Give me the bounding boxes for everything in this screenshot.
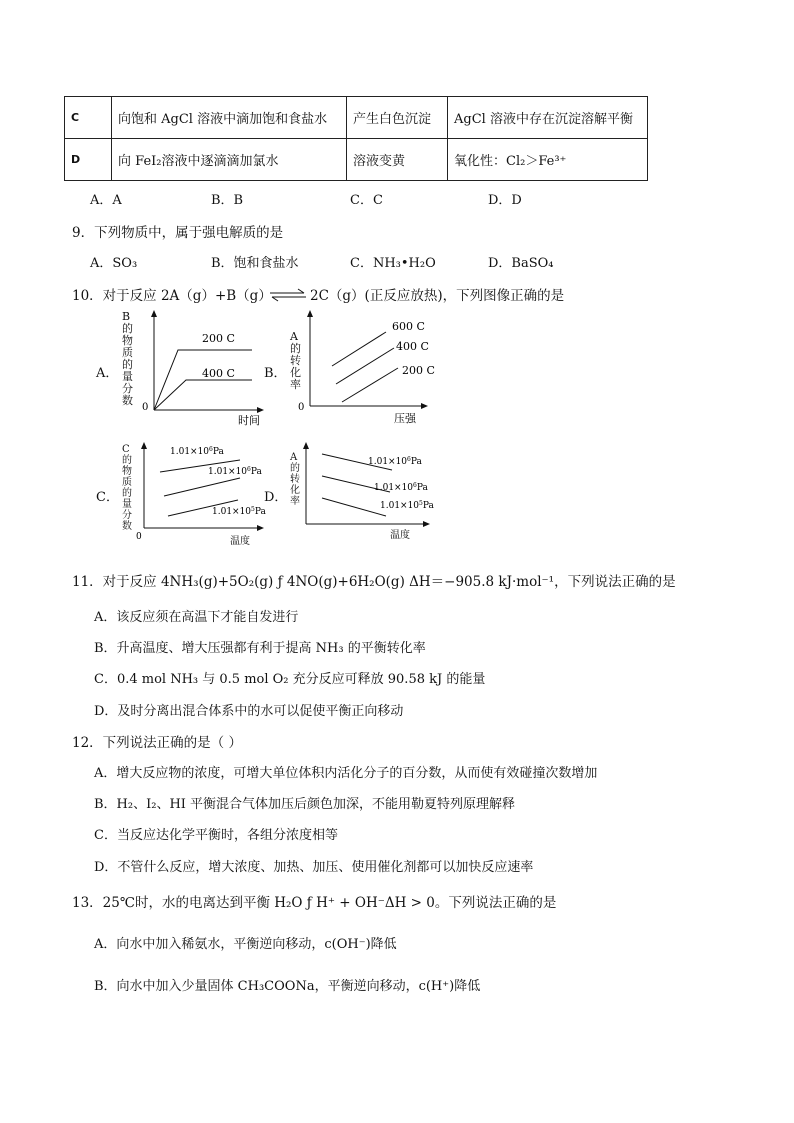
row-label: C (65, 97, 112, 139)
graph-a-curve-label-1: 200 C (202, 332, 235, 345)
svg-text:的: 的 (290, 463, 300, 474)
q9-option-b[interactable]: B．饱和食盐水 (211, 256, 299, 271)
svg-text:的: 的 (122, 322, 133, 335)
svg-text:400 C: 400 C (396, 340, 429, 353)
svg-text:转: 转 (290, 474, 300, 485)
svg-text:温度: 温度 (390, 530, 410, 541)
q13-option-b[interactable]: B．向水中加入少量固体 CH₃COONa，平衡逆向移动，c(H⁺)降低 (94, 979, 481, 994)
q11-option-d[interactable]: D．及时分离出混合体系中的水可以促使平衡正向移动 (94, 704, 404, 719)
svg-text:数: 数 (122, 521, 132, 532)
svg-text:A: A (290, 452, 298, 463)
table-row (65, 97, 648, 139)
q12-stem: 12．下列说法正确的是（ ） (72, 735, 242, 751)
svg-text:C: C (122, 444, 130, 455)
svg-text:的: 的 (122, 455, 132, 466)
svg-text:200 C: 200 C (402, 364, 435, 377)
svg-text:0: 0 (136, 532, 142, 542)
svg-text:量: 量 (122, 499, 132, 510)
svg-text:数: 数 (122, 394, 133, 407)
q8-option-c[interactable]: C．C (350, 193, 383, 208)
graph-a-option[interactable]: A． (96, 366, 119, 381)
q12-option-c[interactable]: C．当反应达化学平衡时，各组分浓度相等 (94, 828, 338, 843)
q8-option-a[interactable]: A．A (90, 193, 122, 208)
phenomenon-cell: 溶液变黄 (347, 139, 448, 181)
graph-b-option[interactable]: B． (264, 366, 287, 381)
conclusion-cell: 氧化性：Cl₂＞Fe³⁺ (448, 139, 648, 181)
svg-text:量: 量 (122, 370, 133, 383)
svg-text:率: 率 (290, 496, 300, 507)
graph-d (282, 440, 442, 550)
graph-d-option[interactable]: D． (264, 490, 288, 505)
q13-option-a[interactable]: A．向水中加入稀氨水，平衡逆向移动，c(OH⁻)降低 (94, 937, 397, 952)
svg-text:压强: 压强 (394, 412, 416, 425)
q8-option-b[interactable]: B．B (211, 193, 244, 208)
graph-c-option[interactable]: C． (96, 490, 119, 505)
conclusion-cell: AgCl 溶液中存在沉淀溶解平衡 (448, 97, 648, 139)
svg-text:温度: 温度 (230, 536, 250, 547)
svg-text:0: 0 (298, 402, 305, 413)
q9-option-c[interactable]: C．NH₃•H₂O (350, 256, 436, 271)
svg-text:物: 物 (122, 334, 133, 347)
svg-text:质: 质 (122, 346, 133, 359)
svg-text:转: 转 (290, 354, 301, 367)
svg-text:的: 的 (122, 358, 133, 371)
graph-a-xlabel: 时间 (238, 414, 260, 427)
q10-stem: 10．对于反应 2A（g）+B（g） (72, 288, 272, 304)
row-label: D (65, 139, 112, 181)
q12-option-d[interactable]: D．不管什么反应，增大浓度、加热、加压、使用催化剂都可以加快反应速率 (94, 860, 534, 875)
q9-stem: 9．下列物质中，属于强电解质的是 (72, 225, 284, 241)
svg-text:1.01×106Pa: $1.01\times 10^6Pa$ (368, 456, 422, 467)
experiment-table (64, 96, 648, 181)
svg-text:质: 质 (122, 477, 132, 488)
svg-text:化: 化 (290, 366, 301, 379)
svg-text:600 C: 600 C (392, 320, 425, 333)
q12-option-a[interactable]: A．增大反应物的浓度，可增大单位体积内活化分子的百分数，从而使有效碰撞次数增加 (94, 766, 598, 781)
svg-text:物: 物 (122, 466, 132, 477)
graph-b (282, 308, 442, 428)
q10-stem-tail: 2C（g）(正反应放热)，下列图像正确的是 (310, 288, 565, 304)
svg-text:分: 分 (122, 382, 133, 395)
operation-cell: 向 FeI₂溶液中逐滴滴加氯水 (112, 139, 347, 181)
graph-b-ylabel (289, 330, 301, 391)
q11-option-a[interactable]: A．该反应须在高温下才能自发进行 (94, 610, 299, 625)
svg-text:分: 分 (122, 510, 132, 521)
q13-stem: 13．25℃时，水的电离达到平衡 H₂O ƒ H⁺ + OH⁻ΔH > 0。下列说法正确的是 (72, 895, 557, 911)
svg-text:1.01×106Pa: $1.01\times 10^6Pa$ (208, 466, 262, 477)
graph-a (112, 308, 272, 428)
q11-option-c[interactable]: C．0.4 mol NH₃ 与 0.5 mol O₂ 充分反应可释放 90.58 kJ 的能量 (94, 672, 486, 687)
q9-option-d[interactable]: D．BaSO₄ (488, 256, 554, 271)
svg-text:1.01×106Pa: $1.01\times 10^6Pa$ (374, 482, 428, 493)
graph-a-curve-2 (154, 380, 252, 410)
svg-text:B: B (122, 310, 131, 323)
svg-text:1.01×106Pa: $1.01\times 10^6Pa$ (170, 446, 224, 457)
graph-a-curve-label-2: 400 C (202, 367, 235, 380)
q12-option-b[interactable]: B．H₂、I₂、HI 平衡混合气体加压后颜色加深，不能用勒夏特列原理解释 (94, 797, 516, 812)
graph-a-origin: 0 (142, 402, 149, 413)
operation-cell: 向饱和 AgCl 溶液中滴加饱和食盐水 (112, 97, 347, 139)
q11-option-b[interactable]: B．升高温度、增大压强都有利于提高 NH₃ 的平衡转化率 (94, 641, 426, 656)
svg-text:1.01×105Pa: $1.01\times 10^5Pa$ (212, 506, 266, 517)
svg-text:率: 率 (290, 378, 301, 391)
q8-option-d[interactable]: D．D (488, 193, 522, 208)
svg-text:的: 的 (122, 488, 132, 499)
graph-a-ylabel (122, 310, 133, 407)
graph-c (112, 440, 272, 550)
svg-text:1.01×105Pa: $1.01\times 10^5Pa$ (380, 500, 434, 511)
svg-text:化: 化 (290, 485, 300, 496)
phenomenon-cell: 产生白色沉淀 (347, 97, 448, 139)
equilibrium-arrow-icon (268, 287, 308, 303)
q9-option-a[interactable]: A．SO₃ (90, 256, 138, 271)
svg-text:的: 的 (290, 342, 301, 355)
table-row (65, 139, 648, 181)
q11-stem: 11．对于反应 4NH₃(g)+5O₂(g) ƒ 4NO(g)+6H₂O(g) ΔH＝−905.8 kJ·mol⁻¹，下列说法正确的是 (72, 574, 676, 590)
svg-text:A: A (290, 330, 298, 343)
